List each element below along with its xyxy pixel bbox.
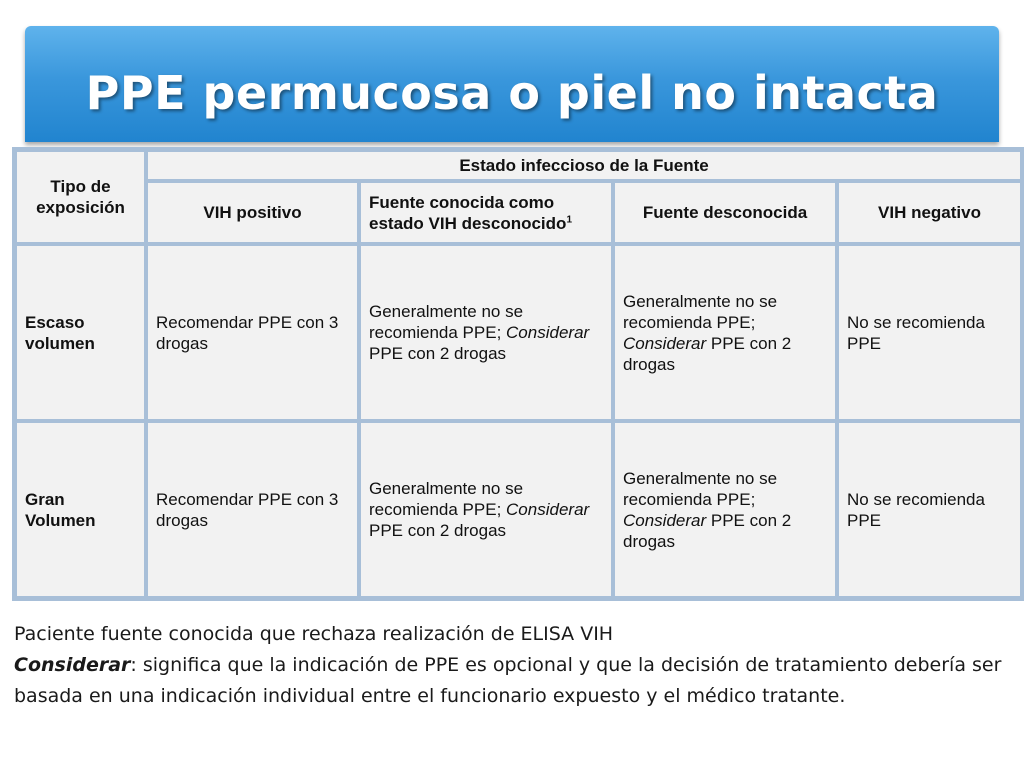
consider-word: Considerar [506,323,590,342]
consider-word: Considerar [623,333,707,353]
cell-conocida-desconocido [359,421,613,598]
consider-word: Considerar [623,510,707,530]
cell-line: Generalmente no se recomienda PPE; [623,291,778,332]
table-header-row-1 [15,150,1022,181]
footnote-mark: 1 [566,213,572,225]
row-label-gran: Gran Volumen [15,421,146,598]
column-header-vih-negativo: VIH negativo [837,181,1022,244]
column-header-conocida-text: Fuente conocida como estado VIH desconocido [369,192,567,233]
cell-rest: PPE con 2 drogas [623,333,792,374]
consider-word: Considerar [506,500,590,519]
cell-vih-positivo: Recomendar PPE con 3 drogas [146,244,359,421]
footnote-block [14,619,1004,712]
group-header: Estado infeccioso de la Fuente [146,150,1022,181]
row-header-label: Tipo de exposición [15,150,146,244]
footnote-definition [14,650,1004,712]
row-label-escaso: Escaso volumen [15,244,146,421]
column-header-conocida-desconocido [359,181,613,244]
cell-rest: PPE con 2 drogas [369,521,507,540]
cell-fuente-desconocida [613,421,837,598]
slide-title: PPE permucosa o piel no intacta [85,66,939,120]
cell-conocida-desconocido [359,244,613,421]
cell-fuente-desconocida [613,244,837,421]
ppe-table [12,147,1024,601]
table-row [15,244,1022,421]
cell-vih-negativo: No se recomienda PPE [837,244,1022,421]
title-banner [25,26,999,142]
cell-rest: PPE con 2 drogas [369,344,507,363]
column-header-vih-positivo: VIH positivo [146,181,359,244]
table-row [15,421,1022,598]
cell-line: Generalmente no se recomienda PPE; [369,302,524,342]
footnote-term: Considerar [14,654,131,676]
cell-rest: PPE con 2 drogas [623,510,792,551]
table-header-row-2 [15,181,1022,244]
footnote-line-1: Paciente fuente conocida que rechaza realización de ELISA VIH [14,623,614,645]
cell-vih-positivo: Recomendar PPE con 3 drogas [146,421,359,598]
cell-line: Generalmente no se recomienda PPE; [623,468,778,509]
cell-line: Generalmente no se recomienda PPE; [369,479,524,519]
column-header-fuente-desconocida: Fuente desconocida [613,181,837,244]
footnote-definition-text: : significa que la indicación de PPE es opcional y que la decisión de tratamiento debería ser basada en una indicación individual entre el funcionario expuesto y el médico tratante. [14,654,1002,707]
cell-vih-negativo: No se recomienda PPE [837,421,1022,598]
